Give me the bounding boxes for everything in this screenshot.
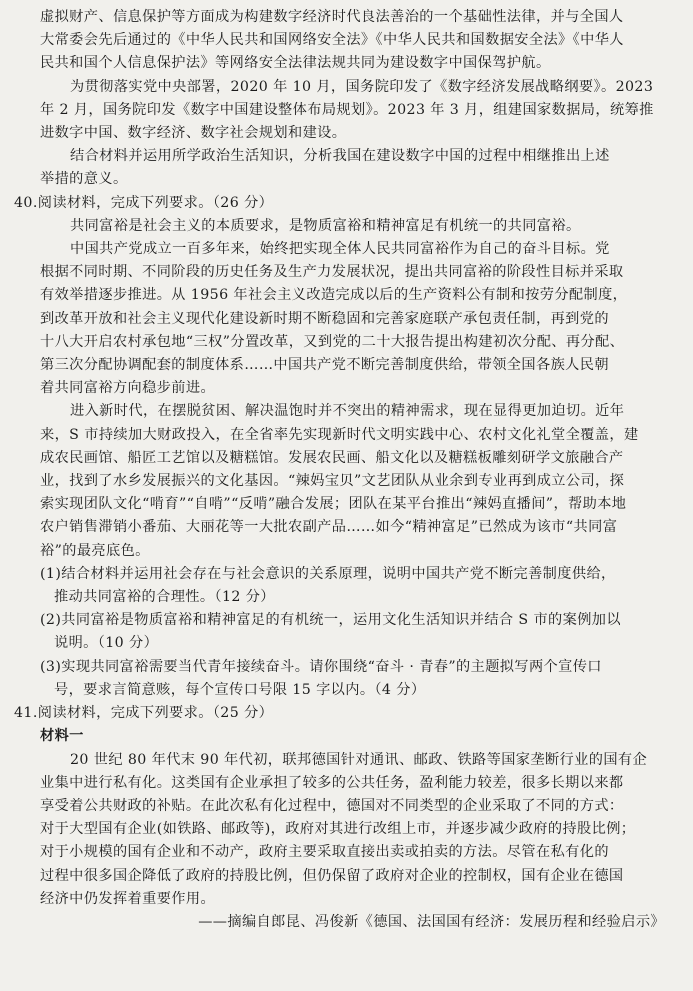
question-heading: 40.阅读材料，完成下列要求。（26 分） bbox=[14, 194, 274, 211]
passage-top bbox=[40, 6, 671, 76]
text-line: 进数字中国、数字经济、数字社会规划和建设。 bbox=[40, 125, 347, 142]
requirement-1: (1)结合材料并运用社会存在与社会意识的关系原理，说明中国共产党不断完善制度供给， bbox=[40, 565, 616, 582]
text-line: 农户销售滞销小番茄、大丽花等一大批农副产品……如今“精神富足”已然成为该市“共同富 bbox=[40, 519, 618, 536]
text-line: 对于小规模的国有企业和不动产，政府主要采取直接出卖或拍卖的方法。尽管在私有化的 bbox=[40, 844, 609, 861]
text-line: 索实现团队文化“啃育”“自啃”“反啃”融合发展；团队在某平台推出“辣妈直播间”，帮助本地 bbox=[40, 496, 627, 513]
text-line: 虚拟财产、信息保护等方面成为构建数字经济时代良法善治的一个基础性法律，并与全国人 bbox=[40, 9, 624, 25]
text-line: 对于大型国有企业(如铁路、邮政等)，政府对其进行改组上市，并逐步减少政府的持股比例； bbox=[40, 821, 636, 838]
text-line: 20 世纪 80 年代末 90 年代初，联邦德国针对通讯、邮政、铁路等国家垄断行业的国有企 bbox=[70, 751, 648, 768]
text-line: 第三次分配协调配套的制度体系……中国共产党不断完善制度供给，带领全国各族人民朝 bbox=[40, 357, 609, 374]
question-heading: 41.阅读材料，完成下列要求。（25 分） bbox=[14, 705, 274, 722]
requirement-3: (3)实现共同富裕需要当代青年接续奋斗。请你围绕“奋斗 · 青春”的主题拟写两个宣传口 bbox=[40, 658, 602, 675]
text-line: 根据不同时期、不同阶段的历史任务及生产力发展状况，提出共同富裕的阶段性目标并采取 bbox=[40, 264, 624, 281]
text-line: 有效举措逐步推进。从 1956 年社会主义改造完成以后的生产资料公有制和按劳分配制度， bbox=[40, 287, 628, 304]
requirement-3-cont: 号，要求言简意赅，每个宣传口号限 15 字以内。（4 分） bbox=[54, 681, 426, 698]
text-line: 来，S 市持续加大财政投入，在全省率先实现新时代文明实践中心、农村文化礼堂全覆盖，建 bbox=[40, 426, 639, 443]
requirement-2-cont: 说明。（10 分） bbox=[54, 635, 159, 652]
text-line: 业集中进行私有化。这类国有企业承担了较多的公共任务，盈利能力较差，很多长期以来都 bbox=[40, 774, 624, 791]
text-line: 结合材料并运用所学政治生活知识，分析我国在建设数字中国的过程中相继推出上述 bbox=[70, 148, 610, 165]
material-label: 材料一 bbox=[40, 728, 84, 745]
text-line: 为贯彻落实党中央部署，2020 年 10 月，国务院印发了《数字经济发展战略纲要》。2023 bbox=[70, 78, 654, 95]
requirement-2: (2)共同富裕是物质富裕和精神富足的有机统一，运用文化生活知识并结合 S 市的案例加以 bbox=[40, 612, 621, 629]
text-line: 十八大开启农村承包地“三权”分置改革，又到党的二十大报告提出构建初次分配、再分配、 bbox=[40, 333, 625, 350]
text-line: 着共同富裕方向稳步前进。 bbox=[40, 380, 216, 397]
text-line: 共同富裕是社会主义的本质要求，是物质富裕和精神富足有机统一的共同富裕。 bbox=[70, 217, 581, 234]
text-line: 进入新时代，在摆脱贫困、解决温饱时并不突出的精神需求，现在显得更加迫切。近年 bbox=[70, 403, 625, 420]
text-line: 裕”的最亮底色。 bbox=[40, 542, 150, 559]
requirement-1-cont: 推动共同富裕的合理性。（12 分） bbox=[54, 589, 275, 606]
source-citation: ——摘编自郎昆、冯俊新《德国、法国国有经济：发展历程和经验启示》 bbox=[198, 913, 665, 930]
text-line: 享受着公共财政的补贴。在此次私有化过程中，德国对不同类型的企业采取了不同的方式： bbox=[40, 797, 624, 814]
text-line: 过程中很多国企降低了政府的持股比例，但仍保留了政府对企业的控制权，国有企业在德国 bbox=[40, 867, 624, 884]
text-line: 举措的意义。 bbox=[40, 171, 128, 188]
passage-policy bbox=[40, 76, 671, 146]
text-line: 大常委会先后通过的《中华人民共和国网络安全法》《中华人民共和国数据安全法》《中华人 bbox=[40, 32, 624, 49]
text-line: 经济中仍发挥着重要作用。 bbox=[40, 890, 216, 907]
text-line: 业，找到了水乡发展振兴的文化基因。“辣妈宝贝”文艺团队从业余到专业再到成立公司，探 bbox=[40, 473, 625, 490]
text-line: 成农民画馆、船匠工艺馆以及糖糕馆。发展农民画、船文化以及糖糕板雕刻研学文旅融合产 bbox=[40, 449, 624, 466]
question-41 bbox=[14, 702, 671, 934]
text-line: 中国共产党成立一百多年来，始终把实现全体人民共同富裕作为自己的奋斗目标。党 bbox=[70, 241, 610, 258]
q39-prompt bbox=[40, 145, 671, 191]
text-line: 年 2 月，国务院印发《数字中国建设整体布局规划》。2023 年 3 月，组建国家数据局，统筹推 bbox=[40, 101, 654, 118]
question-40 bbox=[14, 192, 671, 702]
text-line: 民共和国个人信息保护法》等网络安全法律法规共同为建设数字中国保驾护航。 bbox=[40, 55, 551, 72]
text-line: 到改革开放和社会主义现代化建设新时期不断稳固和完善家庭联产承包责任制，再到党的 bbox=[40, 310, 609, 327]
